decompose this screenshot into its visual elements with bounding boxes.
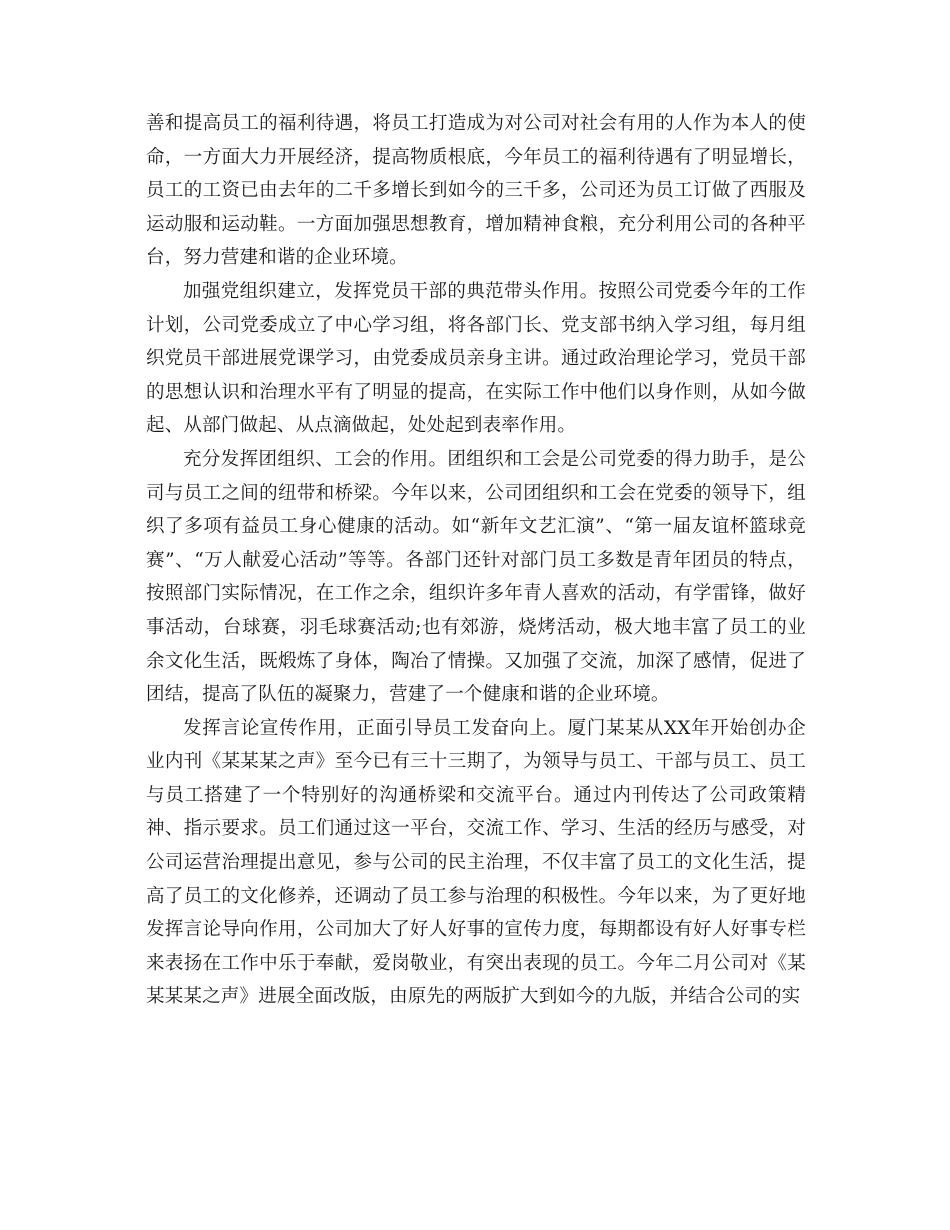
paragraph-welfare: 善和提高员工的福利待遇，将员工打造成为对公司对社会有用的人作为本人的使命，一方面大力开展经济，提高物质根底，今年员工的福利待遇有了明显增长，员工的工资已由去年的二千多增长到如今的三千多，公司还为员工订做了西服及运动服和运动鞋。一方面加强思想教育，增加精神食粮，充分利用公司的各种平台，努力营建和谐的企业环境。 (146, 113, 806, 269)
paragraph-party-organization: 加强党组织建立，发挥党员干部的典范带头作用。按照公司党委今年的工作计划，公司党委成立了中心学习组，将各部门长、党支部书纳入学习组，每月组织党员干部进展党课学习，由党委成员亲身主讲。通过政治理论学习，党员干部的思想认识和治理水平有了明显的提高，在实际工作中他们以身作则，从如今做起、从部门做起、从点滴做起，处处起到表率作用。 (146, 280, 806, 437)
paragraph-league-union: 充分发挥团组织、工会的作用。团组织和工会是公司党委的得力助手，是公司与员工之间的纽带和桥梁。今年以来，公司团组织和工会在党委的领导下，组织了多项有益员工身心健康的活动。如“新年文艺汇演”、“第一届友谊杯篮球竞赛”、“万人献爱心活动”等等。各部门还针对部门员工多数是青年团员的特点，按照部门实际情况，在工作之余，组织许多年青人喜欢的活动，有学雷锋，做好事活动，台球赛，羽毛球赛活动;也有郊游，烧烤活动，极大地丰富了员工的业余文化生活，既煅炼了身体，陶冶了情操。又加强了交流，加深了感情，促进了团结，提高了队伍的凝聚力，营建了一个健康和谐的企业环境。 (146, 448, 806, 706)
paragraph-publicity: 发挥言论宣传作用，正面引导员工发奋向上。厦门某某从XX年开始创办企业内刊《某某某之声》至今已有三十三期了，为领导与员工、干部与员工、员工与员工搭建了一个特别好的沟通桥梁和交流平台。通过内刊传达了公司政策精神、指示要求。员工们通过这一平台，交流工作、学习、生活的经历与感受，对公司运营治理提出意见，参与公司的民主治理，不仅丰富了员工的文化生活，提高了员工的文化修养，还调动了员工参与治理的积极性。今年以来，为了更好地发挥言论导向作用，公司加大了好人好事的宣传力度，每期都设有好人好事专栏来表扬在工作中乐于奉献，爱岗敬业，有突出表现的员工。今年二月公司对《某某某某之声》进展全面改版，由原先的两版扩大到如今的九版，并结合公司的实 (146, 717, 806, 1008)
document-body (146, 107, 806, 1014)
